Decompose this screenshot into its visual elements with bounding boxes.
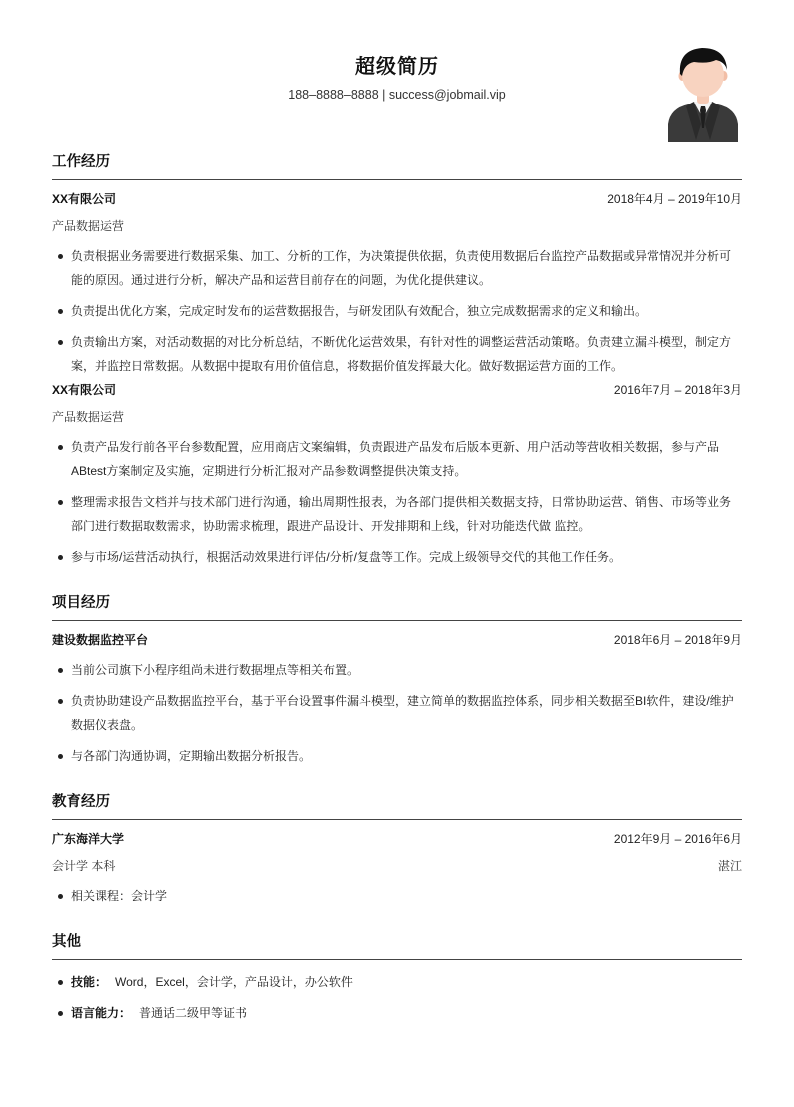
list-item: 负责协助建设产品数据监控平台，基于平台设置事件漏斗模型，建立简单的数据监控体系，同步相关数据至BI软件，建设/维护数据仪表盘。 bbox=[71, 689, 742, 737]
entry-date: 2018年4月 – 2019年10月 bbox=[607, 192, 742, 206]
list-item: 参与市场/运营活动执行，根据活动效果进行评估/分析/复盘等工作。完成上级领导交代的其他工作任务。 bbox=[71, 545, 742, 569]
bullet-list bbox=[52, 244, 742, 378]
entry-role: 产品数据运营 bbox=[52, 219, 125, 233]
bullet-list bbox=[52, 884, 742, 908]
skill-value: Word，Excel，会计学，产品设计，办公软件 bbox=[115, 975, 353, 989]
section-title-work: 工作经历 bbox=[52, 150, 742, 180]
entry-org: 广东海洋大学 bbox=[52, 832, 125, 846]
list-item: 当前公司旗下小程序组尚未进行数据埋点等相关布置。 bbox=[71, 658, 742, 682]
list-item: 负责提出优化方案，完成定时发布的运营数据报告，与研发团队有效配合，独立完成数据需求的定义和输出。 bbox=[71, 299, 742, 323]
list-item: 负责根据业务需要进行数据采集、加工、分析的工作，为决策提供依据，负责使用数据后台监控产品数据或异常情况并分析可能的原因。通过进行分析，解决产品和运营目前存在的问题，为优化提供建议。 bbox=[71, 244, 742, 292]
project-entry bbox=[52, 631, 742, 768]
section-title-other: 其他 bbox=[52, 930, 742, 960]
section-title-project: 项目经历 bbox=[52, 591, 742, 621]
language-label: 语言能力： bbox=[71, 1006, 132, 1020]
bullet-list bbox=[52, 658, 742, 768]
entry-org: XX有限公司 bbox=[52, 192, 117, 206]
entry-role: 产品数据运营 bbox=[52, 410, 125, 424]
bullet-list bbox=[52, 970, 742, 1025]
work-section bbox=[52, 150, 742, 569]
list-item bbox=[71, 970, 742, 994]
skill-label: 技能： bbox=[71, 975, 108, 989]
entry-location: 湛江 bbox=[717, 859, 742, 873]
entry-degree: 会计学 本科 bbox=[52, 859, 116, 873]
contact-info: 188–8888–8888 | success@jobmail.vip bbox=[288, 88, 506, 102]
language-value: 普通话二级甲等证书 bbox=[139, 1006, 248, 1020]
entry-date: 2018年6月 – 2018年9月 bbox=[613, 633, 742, 647]
education-section bbox=[52, 790, 742, 908]
other-section bbox=[52, 930, 742, 1025]
resume-header bbox=[52, 0, 742, 150]
list-item: 负责产品发行前各平台参数配置，应用商店文案编辑，负责跟进产品发布后版本更新、用户活动等营收相关数据，参与产品ABtest方案制定及实施，定期进行分析汇报对产品参数调整提供决策支持。 bbox=[71, 435, 742, 483]
list-item: 与各部门沟通协调，定期输出数据分析报告。 bbox=[71, 744, 742, 768]
candidate-name: 超级简历 bbox=[355, 56, 439, 78]
list-item bbox=[71, 1001, 742, 1025]
work-entry bbox=[52, 190, 742, 378]
bullet-list bbox=[52, 435, 742, 569]
entry-org: XX有限公司 bbox=[52, 383, 117, 397]
project-section bbox=[52, 591, 742, 768]
list-item: 相关课程：会计学 bbox=[71, 884, 742, 908]
avatar-icon bbox=[668, 44, 738, 142]
entry-org: 建设数据监控平台 bbox=[52, 633, 149, 647]
entry-date: 2016年7月 – 2018年3月 bbox=[613, 383, 742, 397]
entry-date: 2012年9月 – 2016年6月 bbox=[613, 832, 742, 846]
list-item: 负责输出方案，对活动数据的对比分析总结，不断优化运营效果，有针对性的调整运营活动策略。负责建立漏斗模型，制定方案，并监控日常数据。从数据中提取有用价值信息，将数据价值发挥最大化。做好数据运营方面的工作。 bbox=[71, 330, 742, 378]
work-entry bbox=[52, 381, 742, 569]
education-entry bbox=[52, 830, 742, 908]
section-title-education: 教育经历 bbox=[52, 790, 742, 820]
list-item: 整理需求报告文档并与技术部门进行沟通，输出周期性报表，为各部门提供相关数据支持，日常协助运营、销售、市场等业务部门进行数据取数需求，协助需求梳理，跟进产品设计、开发排期和上线，针对功能迭代做 监控。 bbox=[71, 490, 742, 538]
